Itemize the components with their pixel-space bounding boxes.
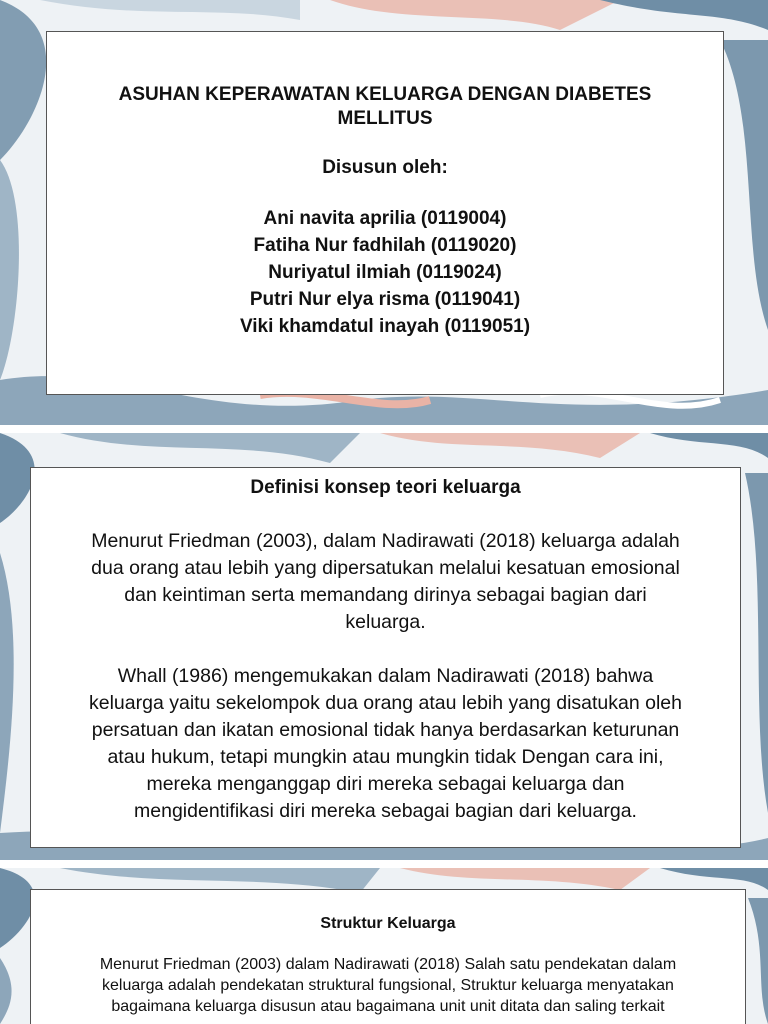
definition-box (30, 467, 741, 848)
paragraph-line: Menurut Friedman (2003) dalam Nadirawati (2018) Salah satu pendekatan dalam (99, 956, 677, 973)
paragraph-line: keluarga adalah pendekatan struktural fungsional, Struktur keluarga menyatakan (102, 977, 674, 994)
author-line: Putri Nur elya risma (0119041) (249, 289, 521, 310)
document-title: ASUHAN KEPERAWATAN KELUARGA DENGAN DIABETES (118, 84, 652, 105)
document-title-cont: MELLITUS (337, 108, 433, 129)
paragraph-line: keluarga yaitu sekelompok dua orang atau lebih yang disatukan oleh (89, 692, 682, 714)
paragraph-line: atau hukum, tetapi mungkin atau mungkin tidak Dengan cara ini, (107, 746, 664, 768)
author-line: Fatiha Nur fadhilah (0119020) (253, 235, 517, 256)
title-box (46, 31, 724, 395)
paragraph-line: bagaimana keluarga disusun atau bagaimana unit unit ditata dan saling terkait (111, 998, 665, 1015)
author-line: Nuriyatul ilmiah (0119024) (268, 262, 502, 283)
paragraph-line: Menurut Friedman (2003), dalam Nadirawati (2018) keluarga adalah (91, 530, 680, 552)
paragraph-line: persatuan dan ikatan emosional tidak hanya berdasarkan keturunan (91, 719, 680, 741)
paragraph-line: mengidentifikasi diri mereka sebagai bagian dari keluarga. (134, 800, 637, 822)
section-heading: Struktur Keluarga (320, 915, 456, 932)
structure-box (30, 889, 746, 1024)
slide-gap (0, 425, 768, 433)
paragraph-line: Whall (1986) mengemukakan dalam Nadirawati (2018) bahwa (117, 665, 654, 687)
paragraph-line: keluarga. (345, 611, 426, 633)
paragraph-line: mereka menganggap diri mereka sebagai keluarga dan (146, 773, 625, 795)
section-heading: Definisi konsep teori keluarga (250, 477, 521, 498)
authored-by-label: Disusun oleh: (322, 157, 448, 178)
author-line: Viki khamdatul inayah (0119051) (239, 316, 531, 337)
slide-3 (0, 868, 768, 1024)
author-line: Ani navita aprilia (0119004) (263, 208, 507, 229)
slide-1 (0, 0, 768, 425)
paragraph-line: dua orang atau lebih yang dipersatukan melalui kesatuan emosional (91, 557, 680, 579)
slide-2 (0, 433, 768, 860)
slide-gap (0, 860, 768, 868)
paragraph-line: dan keintiman serta memandang dirinya sebagai bagian dari (124, 584, 647, 606)
